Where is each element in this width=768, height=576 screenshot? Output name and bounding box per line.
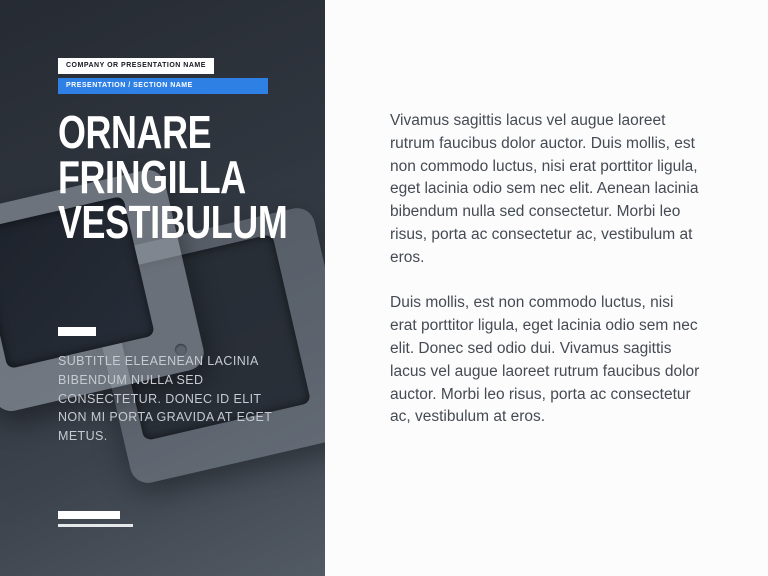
company-name-label: COMPANY OR PRESENTATION NAME (58, 58, 214, 74)
title-panel-content (0, 0, 325, 576)
slide-title (58, 106, 288, 249)
title-panel (0, 0, 325, 576)
slide-subtitle: SUBTITLE ELEAENEAN LACINIA BIBENDUM NULLA SED CONSECTETUR. DONEC ID ELIT NON MI PORTA GRAVIDA AT EGET METUS. (58, 354, 273, 443)
body-paragraph-1: Vivamus sagittis lacus vel augue laoreet rutrum faucibus dolor auctor. Duis mollis, est non commodo luctus, nisi erat porttitor ligula, eget lacinia odio sem nec elit. Aenean lacinia bibendum nulla sed consectetur. Morbi leo risus, porta ac consectetur ac, vestibulum at eros. (390, 112, 699, 266)
title-divider (58, 327, 96, 336)
decorative-bar-thick (58, 511, 120, 519)
body-paragraph-2: Duis mollis, est non commodo luctus, nisi erat porttitor ligula, eget lacinia odio sem nec elit. Donec sed odio dui. Vivamus sagittis lacus vel augue laoreet rutrum faucibus dolor auctor. Morbi leo risus, porta ac consectetur ac, vestibulum at eros. (390, 294, 700, 426)
decorative-bars (58, 511, 133, 527)
section-name-label: PRESENTATION / SECTION NAME (58, 78, 268, 94)
decorative-bar-thin (58, 524, 133, 527)
title-line-1: ORNARE (58, 106, 212, 158)
body-panel (325, 0, 768, 576)
title-line-3: VESTIBULUM (58, 196, 288, 249)
title-line-2: FRINGILLA (58, 151, 246, 204)
